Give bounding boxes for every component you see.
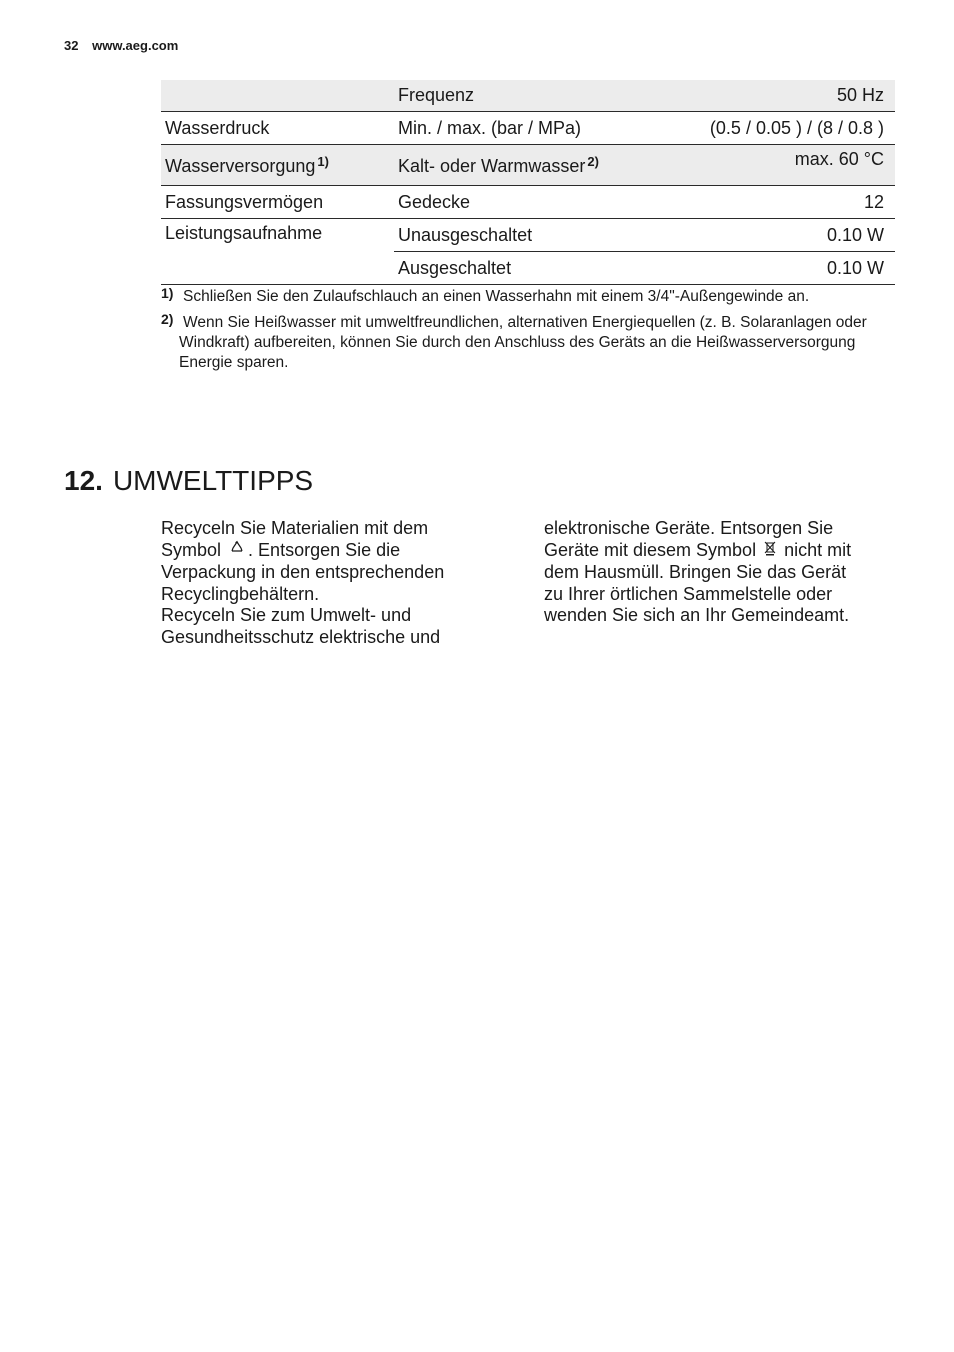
footnote-text: Schließen Sie den Zulaufschlauch an einen Wasserhahn mit einem 3/4"-Außengewinde an. bbox=[183, 288, 810, 305]
cell-param: Ausgeschaltet bbox=[398, 257, 512, 278]
cell-param: Frequenz bbox=[398, 85, 475, 105]
paragraph-text: Recyceln Sie Materialien mit dem Symbol bbox=[161, 518, 429, 560]
cell-param: Gedecke bbox=[398, 191, 471, 212]
cell-label bbox=[161, 80, 394, 112]
cell-label: Wasserdruck bbox=[165, 117, 270, 138]
label-text: Wasserversorgung bbox=[165, 155, 316, 176]
paragraph-text: . Entsorgen Sie die Verpackung in den entsprechenden Recyclingbehältern. bbox=[161, 539, 445, 604]
recycle-icon bbox=[229, 540, 245, 563]
cell-label: Leistungsaufnahme bbox=[165, 223, 323, 243]
spec-table bbox=[161, 80, 895, 285]
cell-param: Min. / max. (bar / MPa) bbox=[398, 117, 582, 138]
section-heading bbox=[64, 465, 313, 497]
page-number: 32 bbox=[64, 38, 79, 53]
text-column-left bbox=[161, 518, 481, 648]
cell-value: 12 bbox=[863, 191, 884, 212]
footnotes bbox=[161, 287, 891, 379]
table-row bbox=[161, 145, 895, 186]
crossed-bin-icon bbox=[764, 540, 776, 563]
table-row bbox=[161, 80, 895, 112]
cell-value: max. 60 °C bbox=[794, 149, 884, 169]
footnote-item bbox=[161, 287, 891, 307]
cell-label bbox=[161, 145, 394, 186]
section-title: UMWELTTIPPS bbox=[112, 465, 314, 496]
site-url: www.aeg.com bbox=[92, 38, 179, 53]
cell-value: (0.5 / 0.05 ) / (8 / 0.8 ) bbox=[709, 117, 884, 138]
footnote-ref: 2) bbox=[587, 153, 599, 169]
cell-value: 0.10 W bbox=[826, 257, 884, 278]
param-text: Kalt- oder Warmwasser bbox=[398, 155, 586, 176]
cell-value: 50 Hz bbox=[836, 85, 884, 105]
page-header bbox=[64, 38, 178, 53]
footnote-text: Wenn Sie Heißwasser mit umweltfreundlichen, alternativen Energiequellen (z. B. Solaranlagen oder Windkraft) aufbereiten, können Sie durch den Anschluss des Geräts an die Heißwasserversorgung Energie sparen. bbox=[179, 314, 867, 371]
section-number: 12. bbox=[64, 465, 103, 496]
paragraph bbox=[161, 518, 481, 605]
paragraph-text: elektronische Geräte. Entsorgen Sie Geräte mit diesem Symbol bbox=[544, 518, 834, 560]
footnote-ref: 1) bbox=[317, 153, 329, 169]
footnote-mark: 1) bbox=[161, 285, 174, 301]
cell-param bbox=[394, 145, 667, 186]
table-row bbox=[161, 112, 895, 145]
cell-param: Unausgeschaltet bbox=[394, 219, 667, 252]
paragraph bbox=[544, 518, 864, 627]
cell-label: Fassungsvermögen bbox=[165, 191, 324, 212]
cell-value: 0.10 W bbox=[667, 219, 895, 252]
table-row bbox=[161, 186, 895, 219]
paragraph: Recyceln Sie zum Umwelt- und Gesundheitsschutz elektrische und bbox=[161, 605, 441, 647]
table-row bbox=[161, 219, 895, 252]
text-column-right bbox=[544, 518, 864, 627]
paragraph-text: nicht mit dem Hausmüll. Bringen Sie das Gerät zu Ihrer örtlichen Sammelstelle oder wenden Sie sich an Ihr Gemeindeamt. bbox=[544, 539, 852, 625]
footnote-mark: 2) bbox=[161, 311, 174, 327]
footnote-item bbox=[161, 313, 891, 373]
